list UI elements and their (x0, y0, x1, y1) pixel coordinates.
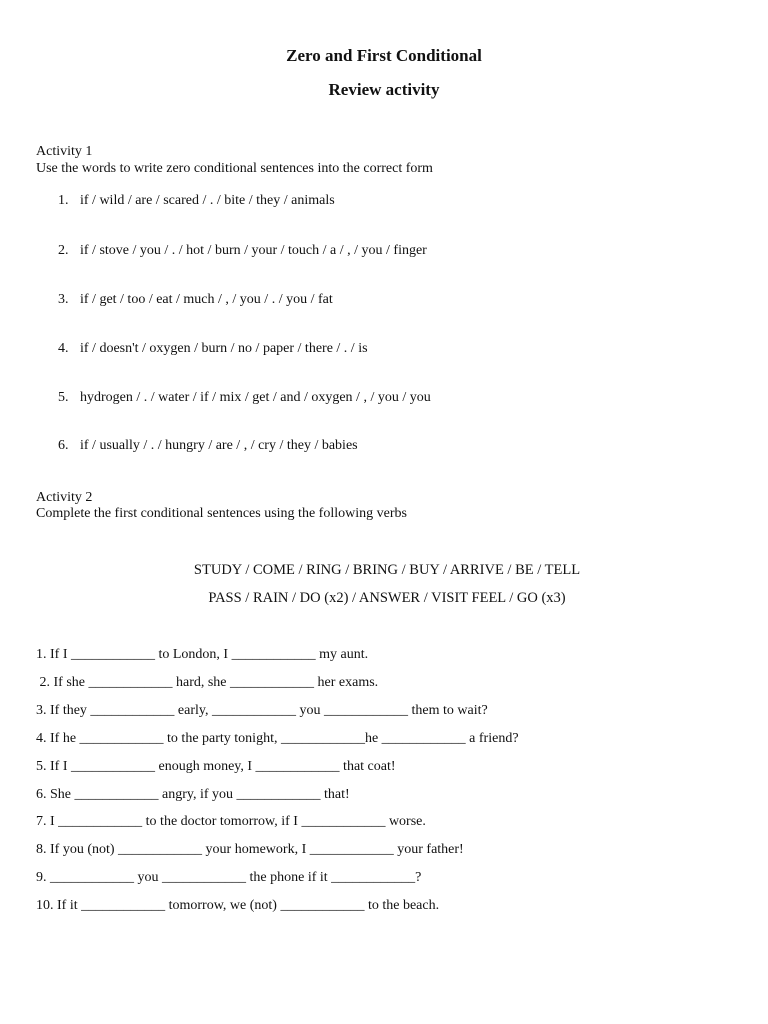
sentence-item: 3. If they ____________ early, ____________ you ____________ them to wait? (36, 703, 488, 718)
sentence-item: 5. If I ____________ enough money, I ____________ that coat! (36, 759, 396, 774)
sentence-item: 10. If it ____________ tomorrow, we (not) ____________ to the beach. (36, 898, 440, 913)
sentence-item: 7. I ____________ to the doctor tomorrow, if I ____________ worse. (36, 814, 426, 829)
sentence-item: 4. If he ____________ to the party tonight, ____________he ____________ a friend? (36, 731, 519, 746)
list-item-text: hydrogen / . / water / if / mix / get / and / oxygen / , / you / you (80, 390, 431, 405)
list-item-text: if / doesn't / oxygen / burn / no / paper / there / . / is (80, 341, 368, 356)
document-title: Zero and First Conditional (286, 46, 482, 65)
verb-list-line-2: PASS / RAIN / DO (x2) / ANSWER / VISIT FEEL / GO (x3) (208, 590, 566, 606)
list-item: 4. if / doesn't / oxygen / burn / no / paper / there / . / is (58, 341, 368, 356)
list-item: 2. if / stove / you / . / hot / burn / your / touch / a / , / you / finger (58, 243, 427, 258)
sentence-item: 8. If you (not) ____________ your homework, I ____________ your father! (36, 842, 464, 857)
list-item-text: if / stove / you / . / hot / burn / your / touch / a / , / you / finger (80, 243, 427, 258)
sentence-item: 6. She ____________ angry, if you ____________ that! (36, 787, 350, 802)
list-item: 3. if / get / too / eat / much / , / you / . / you / fat (58, 292, 333, 307)
sentence-item: 9. ____________ you ____________ the phone if it ____________? (36, 870, 422, 885)
verb-list-line-1: STUDY / COME / RING / BRING / BUY / ARRIVE / BE / TELL (193, 562, 581, 578)
list-item: 1. if / wild / are / scared / . / bite / they / animals (58, 193, 335, 208)
sentence-item: 1. If I ____________ to London, I ____________ my aunt. (36, 647, 369, 662)
list-item-text: if / get / too / eat / much / , / you / . / you / fat (80, 292, 333, 307)
activity2-heading: Activity 2 (36, 490, 93, 505)
list-item: 5. hydrogen / . / water / if / mix / get / and / oxygen / , / you / you (58, 390, 431, 405)
list-item: 6. if / usually / . / hungry / are / , / cry / they / babies (58, 438, 358, 453)
activity1-instruction: Use the words to write zero conditional sentences into the correct form (36, 161, 433, 176)
document-subtitle: Review activity (328, 80, 440, 99)
list-item-text: if / usually / . / hungry / are / , / cry / they / babies (80, 438, 358, 453)
activity1-heading: Activity 1 (36, 144, 93, 159)
list-item-text: if / wild / are / scared / . / bite / they / animals (80, 193, 335, 208)
activity2-instruction: Complete the first conditional sentences using the following verbs (36, 506, 407, 521)
sentence-item: 2. If she ____________ hard, she ____________ her exams. (36, 675, 379, 690)
